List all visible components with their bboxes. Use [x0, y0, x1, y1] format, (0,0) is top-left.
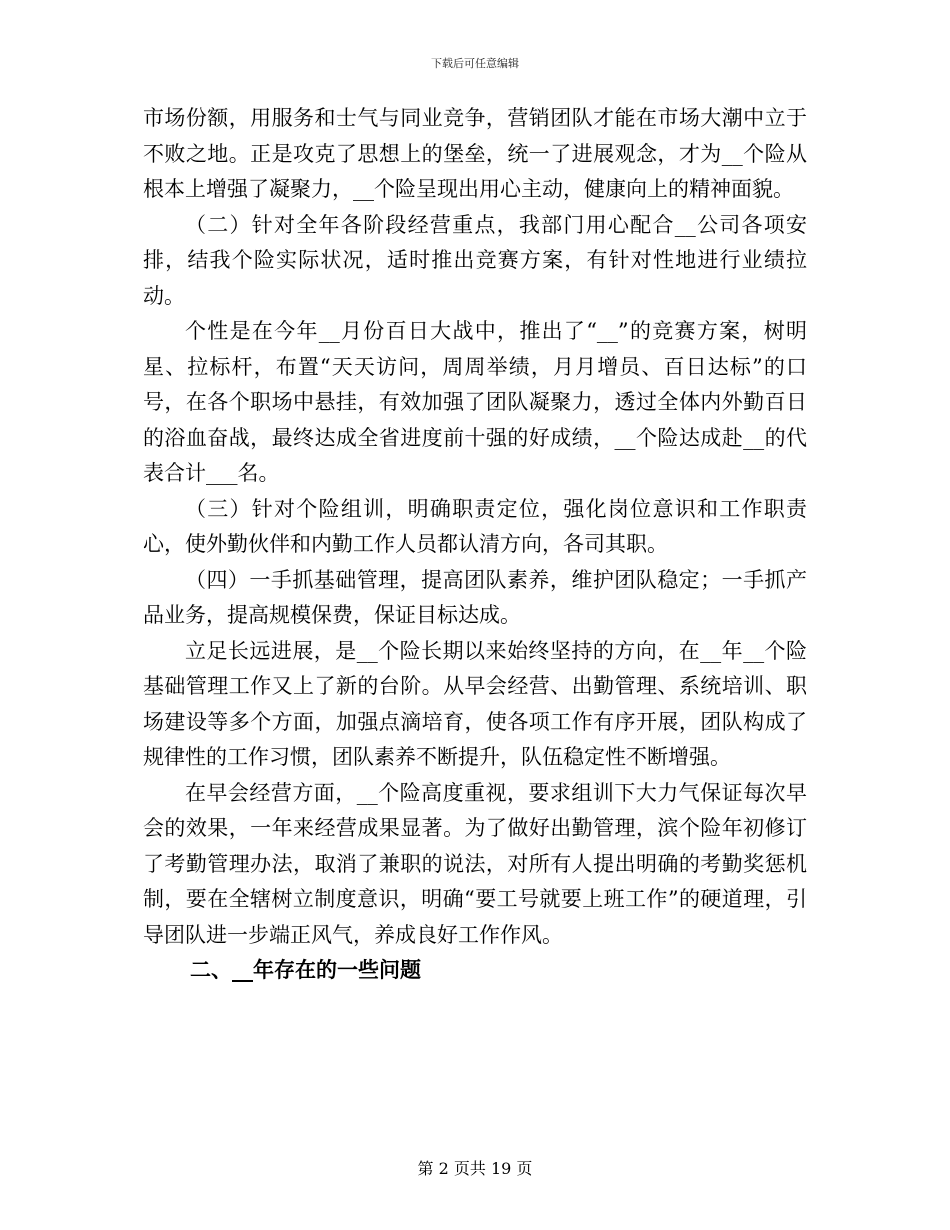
paragraph-1: 市场份额，用服务和士气与同业竞争，营销团队才能在市场大潮中立于不败之地。正是攻克了思想上的堡垒，统一了进展观念，才为__个险从根本上增强了凝聚力，__个险呈现出用心主动，健康向上的精神面貌。 [143, 106, 807, 201]
paragraph-6: 立足长远进展，是__个险长期以来始终坚持的方向，在__年__个险基础管理工作又上了新的台阶。从早会经营、出勤管理、系统培训、职场建设等多个方面，加强点滴培育，使各项工作有序开展，团队构成了规律性的工作习惯，团队素养不断提升，队伍稳定性不断增强。 [143, 638, 807, 769]
paragraph-7: 在早会经营方面，__个险高度重视，要求组训下大力气保证每次早会的效果，一年来经营成果显著。为了做好出勤管理，滨个险年初修订了考勤管理办法，取消了兼职的说法，对所有人提出明确的考勤奖惩机制，要在全辖树立制度意识，明确“要工号就要上班工作”的硬道理，引导团队进一步端正风气，养成良好工作作风。 [143, 780, 807, 947]
page-header: 下载后可任意编辑 [431, 57, 519, 70]
paragraph-2: （二）针对全年各阶段经营重点，我部门用心配合__公司各项安排，结我个险实际状况，适时推出竞赛方案，有针对性地进行业绩拉动。 [143, 212, 807, 308]
paragraph-3: 个性是在今年__月份百日大战中，推出了“__”的竞赛方案，树明星、拉标杆，布置“天天访问，周周举绩，月月增员、百日达标”的口号，在各个职场中悬挂，有效加强了团队凝聚力，透过全体内外勤百日的浴血奋战，最终达成全省进度前十强的好成绩，__个险达成赴__的代表合计___名。 [143, 319, 807, 485]
paragraph-4: （三）针对个险组训，明确职责定位，强化岗位意识和工作职责心，使外勤伙伴和内勤工作人员都认清方向，各司其职。 [143, 496, 807, 556]
paragraph-5: （四）一手抓基础管理，提高团队素养，维护团队稳定；一手抓产品业务，提高规模保费，保证目标达成。 [143, 567, 807, 627]
page-footer: 第 2 页共 19 页 [417, 1159, 533, 1178]
document-body [143, 101, 807, 989]
section-heading: 二、__年存在的一些问题 [190, 958, 421, 982]
